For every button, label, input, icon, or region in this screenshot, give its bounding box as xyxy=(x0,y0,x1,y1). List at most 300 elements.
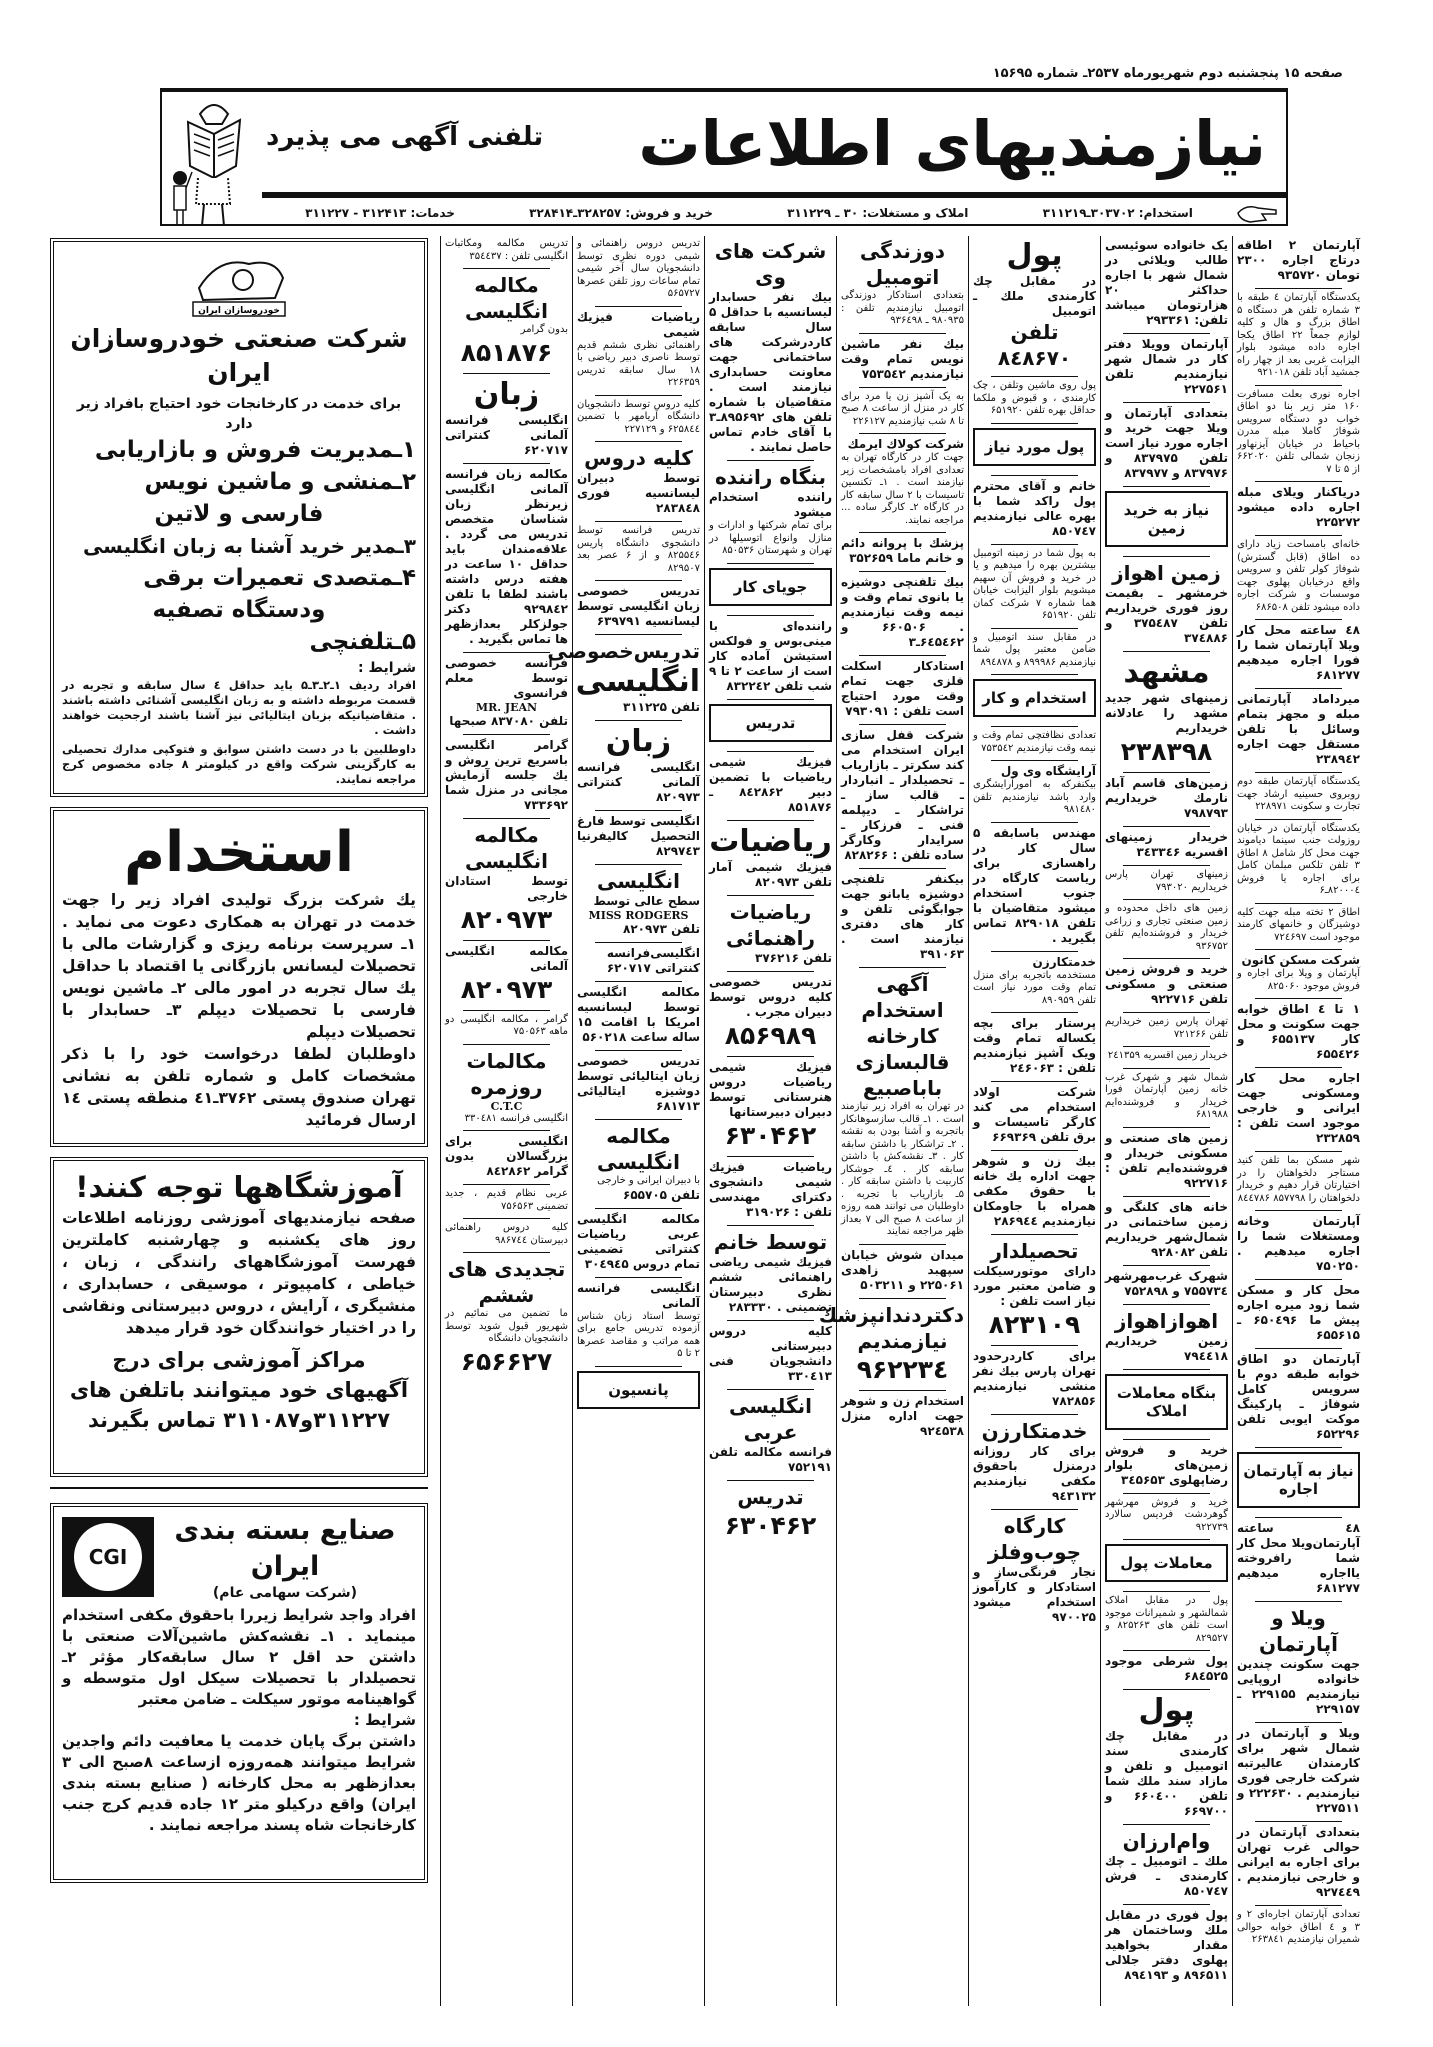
classified-ad xyxy=(841,965,964,1242)
classified-ad xyxy=(1105,1302,1228,1367)
ad-bold-text: استادکار اسکلت فلزی جهت تمام وقت مورد احتیاج است تلفن : ۷۹۳۰۹۱ xyxy=(841,659,964,718)
ad-bold-text: فرانسه خصوصی توسط معلم فرانسوی xyxy=(445,655,568,700)
ad-body-text: توسط استاد زبان شناس آزموده تدریس جامع برای همه مراتب و مقاصد عصرها ۲ تا ۵ xyxy=(577,1310,700,1359)
classified-ad xyxy=(1237,1277,1360,1346)
amoozeshgah-cta: آگهیهای خود میتوانند باتلفن های xyxy=(69,1378,409,1402)
ad-headline: مکالمات روزمره xyxy=(466,1048,547,1099)
classified-ad xyxy=(1105,1044,1228,1066)
ad-latin-name: MISS RODGERS xyxy=(588,909,689,922)
classified-ad xyxy=(577,1364,700,1416)
phone-employment: استخدام: ۳۰۳۷۰۲ـ۳۱۱۲۱۹ xyxy=(1042,206,1193,220)
classified-ad xyxy=(818,1296,964,1388)
classified-ad xyxy=(1105,956,1228,1010)
classified-column xyxy=(1100,236,1232,2006)
ad-bold-text: فیزیك شیمی آمار تلفن ۸۲۰۹۷۳ xyxy=(709,859,832,889)
classified-ad xyxy=(709,613,832,697)
ad-phone-number: ۸۲۰۹۷۳ xyxy=(460,974,553,1004)
ad-bold-text: آپارتمان وخانه ومستغلات شما را اجاره میدهیم . ۷۵۰۲۵۰ xyxy=(1237,1214,1360,1273)
ad-bold-text: شهرک غرب‌مهرشهر ۷۵۵۷۳٤ و ۷۵۲۸۹۸ xyxy=(1105,1268,1228,1298)
classified-ad xyxy=(577,578,700,632)
ad-headline: تجدیدی های ششم xyxy=(447,1257,566,1307)
job-item: ۵ـتلفنچی xyxy=(309,629,416,655)
classified-ad xyxy=(445,1042,568,1129)
classified-ad xyxy=(973,1148,1096,1232)
phone-real-estate: املاک و مستغلات: ۳۰ ـ ۳۱۱۲۲۹ xyxy=(787,206,969,220)
classified-column xyxy=(704,236,836,2006)
masthead-divider xyxy=(262,192,1286,198)
ad-body-text: یکدستگاه آپارتمان طبقه دوم روبروی حسینیه ارشاد جهت تجارت و سکونت ۲۲۸۹۷۱ xyxy=(1237,776,1360,812)
classified-column xyxy=(968,236,1100,2006)
ad-bold-text: راننده استخدام میشود xyxy=(709,490,832,519)
masthead-subtitle: تلفنی آگهی می پذیرد xyxy=(266,122,544,152)
classified-ad xyxy=(1237,1819,1360,1903)
classified-ad xyxy=(1105,1648,1228,1687)
classified-ad xyxy=(1237,1445,1360,1515)
classified-ad xyxy=(709,236,832,458)
classified-ad xyxy=(577,862,700,940)
classified-ad xyxy=(577,519,700,578)
classified-ad xyxy=(1237,1903,1360,1950)
classified-ad xyxy=(973,672,1096,724)
ad-bold-text: زمین خریداریم ۷۹٤٤۱۸ xyxy=(1105,1333,1228,1363)
ad-bold-text: میرداماد آپارتمانی مبله و مجهز بتمام وسائل با تلفن مستقل جهت اجاره ۲۳۸۹٤۲ xyxy=(1237,692,1360,766)
ad-bold-text: مهندس باسابقه ۵ سال کار در راهسازی برای ریاست کارگاه در جنوب استخدام میشود متقاضیان با تلفن ۸۲۹۰۱۸ تماس بگیرید . xyxy=(973,825,1096,945)
ad-body-text: یکدستگاه آپارتمان در خیابان روزولت جنب سینما دیاموند جهت محل کار شامل ۸ اطاق ۳ تلفن تلکس مبلمان کامل برای اجاره یا فروش ۸۲۰۰۰٤ـ۶ xyxy=(1237,822,1360,896)
classified-ad xyxy=(1105,1125,1228,1194)
ad-bold-text: تلفن ۳۷۶۲۱۶ xyxy=(755,950,832,965)
ad-bold-text: آپارتمان دو اطاق خوابه طبقه دوم با سرویس کامل شوفاژ ـ پارکینگ موکت ایوبی تلفن ۶۵۲۲۹۶ xyxy=(1237,1352,1360,1441)
ad-bold-text: ۱ تا ٤ اطاق خوابه جهت سکونت و محل کار ۶۵۵۱۳۷ و ۶۵۵٤۲۶ xyxy=(1237,1002,1360,1061)
ad-bold-text: فیزیك شیمی ریاضیات دروس هنرستانی توسط دبیران دبیرستانها xyxy=(709,1059,832,1119)
ad-bold-text: یک خانواده سوئیسی طالب ویلائی در شمال شهر با اجاره حداکثر ۲۰ هزارتومان میباشد تلفن: ۲۹۳۳۶۱ xyxy=(1105,238,1228,327)
ad-bold-text: گرامر انگلیسی باسریع ترین روش و یك جلسه آزمایش مجانی در منزل شما ۷۳۳۶۹۲ xyxy=(445,737,568,812)
classified-ad xyxy=(709,458,832,561)
job-item: ۳ـمدیر خرید آشنا به زبان انگلیسی xyxy=(82,534,416,558)
ad-headline: توسط خانم xyxy=(713,1229,828,1254)
khodrosazan-logo-icon xyxy=(179,248,299,318)
classified-ad xyxy=(1237,947,1360,996)
classified-column xyxy=(440,236,572,2006)
classified-ad xyxy=(1105,1822,1228,1902)
ad-body-text: خانه‌ای بامساحت زیاد دارای ده اطاق (قابل گسترش) شوفاژ کولر تلفن و سرویس واقع درخیابان پهلوی جهت موسسات و شرکت اجاره داده میشود تلفن ۶۸۶۵۰۸ xyxy=(1237,539,1360,613)
section-heading-box: نیاز به خرید زمین xyxy=(1105,491,1228,547)
ad-body-text: تدریس مکالمه ومکاتبات انگلیسی تلفن : ۳۵٤٤۳۷ xyxy=(445,238,568,262)
classified-ad xyxy=(841,331,964,385)
ad-body-text: عربی نظام قدیم ، جدید تضمینی ۷۵۶۵۶۳ xyxy=(445,1188,568,1212)
classified-ad xyxy=(841,385,964,432)
dateline: صفحه ۱۵ پنجشنبه دوم شهریورماه ۲۵۳۷ـ شماره ۱۵۶۹۵ xyxy=(992,66,1343,81)
ad-body-text: مستخدمه باتجربه برای منزل تمام وقت مورد نیاز است تلفن ۸۹۰۹۵۹ xyxy=(973,969,1096,1006)
classified-ad xyxy=(709,893,832,969)
classified-ad xyxy=(445,938,568,1008)
khodrosazan-logo-text: خودروسازان ایران xyxy=(198,306,280,316)
ad-bold-text: برای کاردرحدود تهران پارس بیك نفر منشی نیازمندیم ۷۸۲۸۵۶ xyxy=(973,1349,1096,1408)
ad-body-text: بدون گرامر xyxy=(520,324,568,335)
estekhdam-body: یك شرکت بزرگ تولیدی افراد زیر را جهت خدمت در تهران به همکاری دعوت می نماید . ۱ـ سرپرست برنامه ریزی و گزارشات مالی با تحصیلات لیسانس بازرگانی یا اقتصاد با حداقل یك سال تجربه در امور مالی ۲ـ ماشین نویس فارسی با تحصیلات دیپلم ۳ـ حسابدار با تحصیلات دیپلم xyxy=(62,891,417,1041)
ad-bold-text: استخدام زن و شوهر جهت اداره منزل ۹۲٤۵۳۸ xyxy=(841,1393,964,1438)
classified-ad xyxy=(1105,1537,1228,1589)
ad-bold-text: فرانسه مکالمه تلفن ۷۵۲۱۹۱ xyxy=(709,1444,832,1474)
ad-body-text: یکدستگاه آپارتمان ٤ طبقه با ۳ شماره تلفن هر دستگاه ۵ اطاق بزرگ و هال و کلیه لوازم جمعاً ۲۲ اطاق یکجا اجاره داده میشود بلوار الیزابت غربی بعد از چهار راه جمشید آباد تلفن ۹۲۱۰۱۸ xyxy=(1237,292,1360,378)
ad-latin-name: C.T.C xyxy=(490,1099,523,1113)
ad-bold-text: خرید و فروش زمین صنعتی و مسکونی تلفن ۹۲۲۷۱۶ xyxy=(1105,962,1228,1006)
classified-ad xyxy=(445,461,568,650)
ad-body-text: اطاق ۲ تخته مبله جهت کلیه دوشیزگان و خانمهای کارمند موجود است ۷۲٤۶۹۷ xyxy=(1237,906,1360,943)
ad-bold-text: تدریس خصوصی زبان انگلیسی توسط لیسانسیه ۶۳۹۷۹۱ xyxy=(577,584,700,628)
ad-headline: زمین اهواز xyxy=(1112,561,1221,585)
classified-ad xyxy=(973,473,1096,542)
classified-ad xyxy=(973,236,1096,374)
classified-ad xyxy=(709,749,832,818)
classified-ad xyxy=(445,1008,568,1042)
ad-bold-text: شرکت مسکن کانون xyxy=(1241,953,1360,967)
ad-bold-text: زمین های صنعتی و مسکونی خریدار و فروشنده‌ایم تلفن : ۹۲۲۷۱۶ xyxy=(1105,1130,1228,1190)
section-heading-box: نیاز به آپارتمان اجاره xyxy=(1237,1452,1360,1508)
classified-column xyxy=(1232,236,1364,2006)
classified-ad xyxy=(973,820,1096,949)
classified-ad xyxy=(445,266,568,371)
classified-ad xyxy=(577,718,700,808)
ad-bold-text: انگلیسی‌فرانسه کنتراتی ۶۲۰۷۱۷ xyxy=(606,946,700,975)
ad-body-text: تدریس فرانسه توسط دانشجوی دانشگاه پاریس ۸۲۵۵٤۶ و از ۶ عصر بعد ۸۲۹۵۰۷ xyxy=(577,525,700,574)
masthead-title: نیازمندیهای اطلاعات xyxy=(638,107,1266,180)
ad-headline: مکالمه انگلیسی xyxy=(465,273,548,323)
ad-bold-text: سطح عالی توسط xyxy=(593,894,700,908)
classified-ad xyxy=(1105,649,1228,770)
khodrosazan-intro: برای خدمت در کارخانجات خود احتیاج بافراد زیر دارد xyxy=(76,396,402,432)
ad-bold-text: توسط استادان خارجی xyxy=(445,873,568,903)
ad-body-text: ما تضمین می نمائیم در شهریور قبول شوید توسط دانشجویان دانشگاه xyxy=(445,1308,568,1344)
sanaye-basteh-bandi-ad xyxy=(50,1503,428,1883)
classified-ad xyxy=(973,1232,1096,1343)
job-item: فارسی و لاتین xyxy=(154,501,324,527)
ad-bold-text: بیك نفر ماشین نویس تمام وقت نیازمندیم ۷۵۳۵٤۲ xyxy=(841,336,964,381)
classified-ad xyxy=(709,1154,832,1223)
divider xyxy=(50,1487,428,1489)
classified-ad xyxy=(577,1275,700,1364)
phone-buy-sell: خرید و فروش: ۳۲۸۲۵۷ـ۳۲۸۴۱۴ xyxy=(529,206,713,220)
ad-body-text: تهران پارس زمین خریداریم تلفن ۷۲۱۲۶۶ xyxy=(1105,1016,1228,1040)
classified-ad xyxy=(973,724,1096,758)
ad-phone-number: ۸۵۶۹۸۹ xyxy=(724,1020,817,1050)
classified-ad xyxy=(1237,686,1360,770)
classified-ad xyxy=(709,969,832,1054)
ad-body-text: خرید و فروش مهرشهر گوهردشت فردیس سالارد ۹۲۲۷۳۹ xyxy=(1105,1496,1228,1533)
ad-latin-name: MR. JEAN xyxy=(475,700,538,714)
classified-ad xyxy=(709,1054,832,1154)
classified-ad xyxy=(445,816,568,938)
classified-ad xyxy=(1237,533,1360,617)
section-heading-box: تدریس xyxy=(709,704,832,742)
classified-ad xyxy=(445,371,568,461)
classified-ad xyxy=(577,304,700,393)
ad-bold-text: پول شرطی موجود ۶۸٤۵۲۵ xyxy=(1105,1654,1228,1683)
phone-services: خدمات: ۳۱۲۴۱۳ - ۳۱۱۲۲۷ xyxy=(305,206,455,220)
ad-bold-text: دارای موتورسیکلت و ضامن معتبر مورد نیاز است تلفن : xyxy=(973,1264,1096,1308)
classified-ad xyxy=(577,1206,700,1275)
ad-headline: کلیه دروس xyxy=(584,446,693,470)
classified-ad xyxy=(577,808,700,862)
ad-bold-text: ریاضیات فیزیك شیمی دانشجوی دکترای مهندسی تلفن : ۳۱۹۰۲۶ xyxy=(709,1159,832,1219)
classified-ad xyxy=(1105,400,1228,484)
ad-headline: ریاضیات راهنمائی xyxy=(725,899,816,950)
ad-headline: اهوازاهواز xyxy=(1114,1308,1219,1333)
ad-headline: مکالمه انگلیسی xyxy=(597,1124,680,1174)
section-heading-box: جویای کار xyxy=(709,568,832,606)
classified-ad xyxy=(1105,1263,1228,1302)
ad-body-text: پول در مقابل املاک شمالشهر و شمیرانات موجود است تلفن های ۸۲۵۲۶۳ و ۸۲۹۵۲۷ xyxy=(1105,1595,1228,1644)
ad-bold-text: خانه های کلنگی و زمین ساختمانی در شمال‌شهر خریداریم تلفن ۹۲۸۰۸۲ xyxy=(1105,1199,1228,1259)
ad-bold-text: کلیه دروس دبیرستانی دانشجویان فنی ۳۳۰٤۱۳ xyxy=(709,1323,832,1383)
classified-ad xyxy=(709,697,832,749)
job-item: ۴ـمتصدی تعمیرات برقی xyxy=(143,565,416,591)
ad-bold-text: ریاضیات فیزیك شیمی xyxy=(577,309,700,339)
classified-ad xyxy=(841,722,964,866)
classified-ad xyxy=(709,1478,832,1544)
ad-headline: دوزندگی اتومبیل xyxy=(859,239,946,289)
sanaye-title: صنایع بسته بندی ایران xyxy=(174,1515,396,1582)
ad-bold-text: زمین‌های قاسم آباد نارمك خریداریم ۷۹۸۷۹۳ xyxy=(1105,776,1228,820)
ad-bold-text: مکالمه انگلیسی عربی ریاضیات کنتراتی تضمینی تمام دروس ۳۰٤۹٤۵ xyxy=(577,1211,700,1271)
classified-ad xyxy=(1237,770,1360,817)
classified-ad xyxy=(577,940,700,979)
ad-bold-text: آپارتمان ۲ اطاقه درتاج اجاره ۲۳۰۰ تومان ۹۳۵۷۲۰ xyxy=(1237,238,1361,282)
cgi-logo-text: CGI xyxy=(74,1523,142,1591)
ad-bold-text: ٤٨ ساعته آپارتمان‌ویلا محل کار شما رافروخته یااجاره میدهیم ۶۸۱۲۷۷ xyxy=(1237,1521,1360,1595)
ad-bold-text: پول فوری در مقابل ملك وساختمان هر مقدار بخواهید پهلوی دفتر جلالی ۸۹۶۵۱۱ و ۸۹٤۱۹۳ xyxy=(1105,1908,1228,1982)
display-ads-column xyxy=(50,238,428,1893)
classified-ad xyxy=(973,421,1096,473)
ad-bold-text: خدمتکارزن xyxy=(1032,954,1096,969)
ad-body-text: در مقابل سند اتومبیل و ضامن معتبر پول شما نیازمندیم ۸۹۹۹۸۶ و ۸۹٤۸۷۸ xyxy=(973,631,1096,668)
ad-bold-text: خریدار زمینهای اقسریه ۳٤۳۳٤۶ xyxy=(1105,830,1228,859)
ad-bold-text: بیکنفر تلفنچی دوشیزه یابانو جهت جوابگوئی تلفن و کار های دفتری نیازمند است . ۳۹۱۰۶۳ xyxy=(841,872,964,961)
ad-headline: خدمتکارزن xyxy=(981,1419,1088,1443)
ad-bold-text: آرایشگاه وی ول xyxy=(1000,764,1096,778)
ad-body-text: خریدار زمین اقسریه ۲٤۱۳۵۹ xyxy=(1107,1050,1228,1061)
ad-body-text: زمین های داخل محدوده و زمین صنعتی تجاری و زراعی خریدار و فروشنده‌ایم تلفن ۹۳۶۷۵۲ xyxy=(1105,903,1228,952)
classified-ad xyxy=(445,1128,568,1182)
ad-bold-text: پرستار برای بچه یکساله تمام وقت ویک آشپز نیازمندیم تلفن : ۲٤۶۰۶۳ xyxy=(973,1016,1096,1075)
classified-ad xyxy=(1237,236,1360,286)
ad-bold-text: فیزیك شیمی ریاضی راهنمائی ششم نظری دبیرستان تضمینی . ۲۸۳۳۳۰ xyxy=(709,1254,832,1314)
ad-headline: وام‌ارزان xyxy=(1122,1829,1211,1853)
classified-ad xyxy=(1237,1599,1360,1720)
ad-phone-number: ۸۲۳۱۰۹ xyxy=(988,1310,1081,1339)
ad-bold-text: بیك نفر حسابدار لیسانسیه با حداقل ۵ سال سابقه کاردرشرکت های ساختمانی جهت معاونت حسابداری نیازمند است . متقاضیان با شماره تلفن های ۸۹۵۶۹۲ـ۳ با آقای خادم تماس حاصل نمایند . xyxy=(709,290,832,454)
ad-large-headline: پول xyxy=(1138,1693,1195,1728)
ad-bold-text: انگلیسی فرانسه آلمانی کنتراتی ۶۲۰۷۱۷ xyxy=(445,412,568,457)
amoozeshgah-ad xyxy=(50,1157,428,1477)
classified-ad xyxy=(445,1250,568,1380)
classified-ad xyxy=(1237,996,1360,1065)
amoozeshgah-body: صفحه نیازمندیهای آموزشی روزنامه اطلاعات روز های یکشنبه و چهارشنبه کاملترین فهرست آموزشگاههای رانندگی ، زبان ، خیاطی ، کامپیوتر ، موسیقی ، حسابداری ، منشیگری ، آرایش ، دروس دبیرستانی ونقاشی را در اختیار خوانندگان خود قرار میدهد xyxy=(62,1209,416,1337)
ad-body-text: شمال شهر و شهرک غرب خانه زمین آپارتمان فورا خریدار و فروشنده‌ایم ۶۸۱۹۸۸ xyxy=(1105,1071,1228,1120)
ad-body-text: شهر مسکن بما تلفن کنید مستاجر دلخواهتان را در اختیارتان قرار دهیم و خریدار دلخواهتان را ۸۵۷۷۹۸ ۸٤٤۷۸۶ xyxy=(1237,1155,1360,1204)
ad-headline: بنگاه راننده xyxy=(715,465,826,489)
classified-ad xyxy=(577,393,700,440)
classified-ad xyxy=(1237,617,1360,686)
classified-ad xyxy=(973,1412,1096,1507)
ad-phone-number: ۶۳۰۴۶۲ xyxy=(724,1510,817,1540)
ad-bold-text: بیك زن و شوهر جهت اداره یك خانه با حقوق مكفی همراه با جاومکان نیازمندیم ۲۸۶۹٤٤ xyxy=(973,1154,1096,1228)
classified-ad xyxy=(841,1388,964,1442)
classified-ad xyxy=(973,949,1096,1011)
classified-ad xyxy=(709,818,832,893)
ad-bold-text: خانم و آقای محترم پول راکد شما با بهره عالی نیازمندیم ۸۵۰۷٤۷ xyxy=(973,478,1096,538)
ad-bold-text: فیزیك شیمی ریاضیات با تضمین دبیر ۸٤۲۸۶۲ ـ ۸۵۱۸۷۶ xyxy=(709,754,832,814)
ad-bold-text: انگلیسی برای بزرگسالان بدون گرامر ۸٤۲۸۶۲ xyxy=(445,1134,568,1178)
classified-ad xyxy=(1237,479,1360,533)
classified-ad xyxy=(841,431,964,530)
classified-ad xyxy=(1105,554,1228,649)
section-heading-box: استخدام و کار xyxy=(973,679,1096,717)
classified-ad xyxy=(973,1507,1096,1628)
newspaper-reader-cartoon-icon xyxy=(166,94,256,226)
cgi-logo-icon xyxy=(62,1517,154,1597)
classified-ad xyxy=(973,758,1096,820)
ad-large-headline: مشهد xyxy=(1123,655,1210,690)
ad-bold-text: جهت سکونت چندین خانواده اروپایی نیازمندیم ۲۲۹۱۵۵ ـ ۲۲۹۱۵۷ xyxy=(1237,1657,1360,1716)
section-heading-box: پول مورد نیاز xyxy=(973,428,1096,466)
ad-bold-text: انگلیسی فرانسه آلمانی کنتراتی ۸۲۰۹۷۳ xyxy=(577,760,700,804)
ad-body-text: پول روی ماشین وتلفن ، چک کارمندی ، و قبوض و ملکما حداقل بهره تلفن ۶۵۱۹۲۰ xyxy=(973,380,1096,416)
classified-ad xyxy=(709,1387,832,1478)
ad-bold-text: آپارتمان وویلا دفتر کار در شمال شهر نیازمندیم تلفن ۲۲۷۵۶۱ xyxy=(1105,337,1228,396)
ad-bold-text: در مقابل چك كارمندى ملك ـ اتومبيل xyxy=(973,274,1096,318)
classified-ad xyxy=(1105,1491,1228,1538)
ad-body-text: بتعدادی استادکار دوزندگی اتومبیل نیازمندیم تلفن : ۹۸۰۹۳۵ ـ ۹۳۶٤۹۸ xyxy=(841,290,964,326)
section-heading-box: معاملات پول xyxy=(1105,1544,1228,1582)
classified-ad xyxy=(973,374,1096,421)
ad-bold-text: خرید و فروش زمین‌های بلوار رضاپهلوی ۳٤۵۶۵۳ xyxy=(1105,1442,1228,1487)
classified-ad xyxy=(973,1079,1096,1148)
classified-ad xyxy=(445,1182,568,1216)
classified-ad xyxy=(1105,1367,1228,1437)
application-instructions: داوطلبین با در دست داشتن سوابق و فتوکپی مدارك تحصیلی به کارگزینی شرکت واقع در کیلومتر ۸ جاده مخصوص کرج مراجعه نمایند. xyxy=(62,742,416,786)
classified-ad xyxy=(1105,1687,1228,1822)
classified-ad xyxy=(1237,817,1360,901)
ad-bold-text: اجاره محل کار ومسکونی جهت ایرانی و خارجی موجود است تلفن : ۲۳۲۸۵۹ xyxy=(1237,1071,1360,1145)
ad-body-text: جهت کار در کارگاه تهران به تعدادی افراد بامشخصات زیر نیازمند است . ۱ـ تکنسین تاسیسات با ۲ سال سابقه کار در کارگاه ۲ـ کارگر ساده ... مراجعه نمایند. xyxy=(841,452,965,526)
amoozeshgah-title: آموزشگاهها توجه کنند! xyxy=(75,1170,403,1204)
ad-headline: کارگاه چوب‌وفلز xyxy=(987,1514,1082,1564)
ad-bold-text: پزشك با پروانه دائم و خانم ماما ۳۵۲۶۵۹ xyxy=(841,536,964,565)
ad-body-text: در تهران به افراد زیر نیازمند است . ۱ـ قالب سازسوهانکار باتجربه و آشنا بودن به نقشه . ۲ـ تراشکار با داشتن سابقه کار . ۳ـ نقشه‌کش با داشتن سابقه کار . ٤ـ جوشکار کاربیت با داشتن سابقه کار . ۵ـ بازاریاب با تجربه . داوطلبان می توانند همه روزه از ساعت ۸ صبح الی ۷ بعداز ظهر مراجعه نمایند xyxy=(841,1101,965,1237)
classified-ad xyxy=(973,1343,1096,1412)
classified-ad xyxy=(973,542,1096,626)
classified-ad xyxy=(1105,484,1228,554)
ad-bold-text: ویلا و آپارتمان در شمال شهر برای کارمندان عالیرتبه شرکت خارجی فوری نیازمندیم . ۲۲۲۶۳۰ و ۲۲۷۵۱۱ xyxy=(1237,1726,1360,1815)
ad-bold-text: نجار فرنگی‌ساز و استادکار و کارآموز استخدام میشود ۹۷۰۰۲۵ xyxy=(973,1565,1096,1624)
classified-ad xyxy=(445,1216,568,1250)
ad-body-text: بیکنفرکه به امورآرایشگری وارد باشد نیازمندیم تلفن ۹۸۱٤۸۰ xyxy=(973,779,1096,815)
ad-bold-text: مکالمه انگلیسی توسط لیسانسیه امریکا با اقامت ۱۵ ساله ساعت ۵۶۰۲۱۸ xyxy=(577,985,700,1044)
conditions-label: شرایط : xyxy=(358,660,416,676)
ad-bold-text: در مقابل چك كارمندى سند اتومبیل و تلفن و مازاد سند ملك شما تلفن ۶۶۰٤۰۰ و ۶۶۹۷۰۰ xyxy=(1105,1729,1228,1818)
conditions-label: شرایط : xyxy=(353,1711,416,1729)
ad-bold-text: بیك تلفنچی دوشیزه یا بانوی تمام وقت و نیمه وقت نیازمندیم . ۶۶۰۵۰۶ و ۶٤۵٤۶۲ـ۳ xyxy=(841,575,964,649)
ad-bold-text: مکالمه زبان فرانسه آلمانی انگلیسی زیرنظر زبان شناسان متخصص تدریس می گردد . علاقه‌مندان باید حداقل ۱۰ ساعت در هفته درس داشته باشند لطفا با تلفن ۹۲۹۸٤۲ دکتر جولزکلر بعدازظهر ها تماس بگیرید . xyxy=(445,466,568,646)
ad-bold-text: تدریس خصوصی کلیه دروس توسط دبیران مجرب . xyxy=(709,974,832,1019)
ad-phone-number: ۶۵۶۶۲۷ xyxy=(460,1346,553,1376)
classified-ad xyxy=(973,1010,1096,1079)
classified-ad xyxy=(841,866,964,965)
classified-ad xyxy=(1237,1149,1360,1208)
ad-body-text: اجاره نوری بعلت مسافرت ۱۶۰ متر زیر بنا دو اطاق خواب دو دستگاه سرویس شوفاژ کاملا مبله مدرن باحیاط در خیابان آیزنهاور زنجان شمالی تلفن ۶۶۲۰۲۰ از ۵ تا ۷ xyxy=(1237,388,1360,475)
classified-columns xyxy=(440,236,1365,2006)
sanaye-header xyxy=(62,1513,416,1601)
ad-body-text: به یک آشپز زن یا مرد برای کار در منزل از ساعت ۸ صبح تا ۸ شب نیازمندیم ۲۲۶۱۲۷ xyxy=(841,390,964,427)
ad-large-headline: ریاضیات xyxy=(709,823,832,859)
section-heading-box: بنگاه معاملات املاک xyxy=(1105,1374,1228,1430)
khodrosazan-title: شرکت صنعتی خودروسازان ایران xyxy=(70,324,408,387)
ad-phone-number: ۸۵۱۸۷۶ xyxy=(460,337,553,367)
classified-ad xyxy=(973,626,1096,673)
amoozeshgah-cta: مراکز آموزشی برای درج xyxy=(112,1348,366,1372)
ad-phone-number: ۸۲۰۹۷۳ xyxy=(460,904,553,934)
ad-bold-text: برای کار روزانه درمنزل باحقوق مکفی نیازمندیم ۹٤۳۱۳۲ xyxy=(973,1444,1096,1503)
classified-ad xyxy=(1237,1065,1360,1149)
classified-ad xyxy=(841,236,964,331)
conditions-text: افراد ردیف ۱ـ۲ـ۳ـ۵ باید حداقل ٤ سال سابقه و تجربه در قسمت مربوطه داشته و به زبان انگلیسی آشنائی داشته باشند . متقاضیانیکه بزبان ایتالیائی نیز آشنا باشند ارجحیت خواهند داشت . xyxy=(62,678,417,737)
ad-body-text: گرامر ، مکالمه انگلیسی دو ماهه ۷۵۰۵۶۳ xyxy=(445,1013,568,1037)
classified-ad xyxy=(1105,1010,1228,1044)
ad-bold-text: زمینهای شهر جدید مشهد را عادلانه خریداریم xyxy=(1105,691,1228,735)
ad-bold-text: انگلیسی فرانسه آلمانی xyxy=(577,1280,700,1310)
amoozeshgah-phone: ۳۱۱۲۲۷و۳۱۱۰۸۷ تماس بگیرند xyxy=(87,1408,391,1432)
ad-headline: انگلیسی xyxy=(597,869,680,893)
ad-bold-text: محل کار و مسکن شما زود میره اجاره پیش ما ۶۵۰٤۹۶ ـ ۶۵۵۶۱۵ xyxy=(1237,1283,1360,1342)
ad-bold-text: شرکت قفل سازی ایران استخدام می کند سکرتر ـ بازاریاب ـ تحصیلدار ـ انباردار ـ قالب ساز ـ تراشکار ـ دیپلمه فنی ـ فرزکار ـ سرایدار وکارگر ساده تلفن : ۸۲۸۲۶۶ xyxy=(841,728,964,862)
ad-body-text: برای تمام شرکتها و ادارات و منازل وانواع اتوسیلها در تهران و شهرستان ۸۵۰۵۳۶ xyxy=(709,520,832,556)
ad-headline: دکتردندانپزشك نیازمندیم xyxy=(818,1302,964,1353)
ad-large-headline: زبان xyxy=(605,724,672,759)
ad-large-headline: زبان xyxy=(473,376,540,412)
sanaye-subtitle: (شرکت سهامی عام) xyxy=(212,1585,358,1601)
classified-column xyxy=(547,236,704,2006)
ad-body-text: زمینهای تهران پارس خریداریم ۷۹۳۰۲۰ xyxy=(1105,869,1228,893)
classified-ad xyxy=(1237,1515,1360,1599)
classified-ad xyxy=(841,1242,964,1296)
classified-ad xyxy=(841,569,964,653)
ad-headline: آگهی استخدام کارخانه قالبسازی باباصبیع xyxy=(855,972,950,1100)
classified-ad xyxy=(1105,1437,1228,1491)
ad-bold-text: خرمشهر ـ بقیمت روز فوری خریداریم تلفن ۳۷۵٤۸۷ و ۳۷٤۸۸۶ xyxy=(1105,586,1228,645)
ad-bold-text: بتعدادی آپارتمان در حوالی غرب تهران برای اجاره به ایرانی و خارجی نیازمندیم . ۹۲۷٤٤۹ xyxy=(1237,1825,1360,1899)
ad-phone-number: ۶۳۰۴۶۲ xyxy=(724,1120,817,1150)
ad-bold-text: راننده‌ای با مینی‌بوس و فولکس استیشن آماده کار است از ساعت ۲ تا ۹ شب تلفن ۸۳۲۲٤۲ xyxy=(709,618,832,693)
classified-ad xyxy=(1105,1066,1228,1125)
ad-bold-text: میدان شوش خیابان سپهبد زاهدی ۲۲۵۰۶۱ و ۵۰۳۲۱۱ xyxy=(841,1247,964,1292)
ad-bold-text: تلفن ۳۱۱۲۲۵ xyxy=(623,700,700,714)
ad-body-text: کلیه دروس توسط دانشجویان دانشگاه آریامهر با تضمین ۶۲۵۸٤٤ و ۲۲۷۱۲۹ xyxy=(577,398,700,435)
ad-body-text: به پول شما در زمینه اتومبیل بیشترین بهره را میدهیم و یا در خرید و فروش آن سهیم میشویم بلوار الیزابت خیابان هما شماره ۷ شرکت کمان تلفن ۶۵۱۹۲۰ xyxy=(973,547,1096,621)
classified-ad xyxy=(1105,1902,1228,1986)
ad-bold-text: توسط دبیران لیسانسیه فوری ۲۸۳۸٤۸ xyxy=(577,471,700,515)
classified-ad xyxy=(1237,901,1360,948)
ad-phone-number: ۲۳۸۳۹۸ xyxy=(1120,737,1213,766)
classified-ad xyxy=(577,1117,700,1206)
ad-bold-text: انگلیسی توسط فارغ التحصیل کالیفرنیا ۸۲۹۷٤۳ xyxy=(577,814,700,858)
classified-ad xyxy=(577,439,700,519)
classified-ad xyxy=(1105,897,1228,956)
classified-ad xyxy=(841,653,964,722)
ad-bold-text: ٤٨ ساعته محل کار ویلا آپارتمان شما را فورا اجاره میدهیم ۶۸۱۲۷۷ xyxy=(1237,623,1360,682)
classified-ad xyxy=(1237,1208,1360,1277)
estekhdam-ad xyxy=(50,807,428,1147)
sanaye-body: افراد واجد شرایط زیررا باحقوق مکفی استخدام مینماید . ۱ـ نقشه‌کش ماشین‌آلات صنعتی با داشتن حد اقل ۲ سال سابقه‌کار مؤثر ۲ـ تحصیلدار با تحصیلات سیکل اول متوسطه و گواهینامه موتور سیکلت ـ ضامن معتبر xyxy=(62,1606,416,1708)
